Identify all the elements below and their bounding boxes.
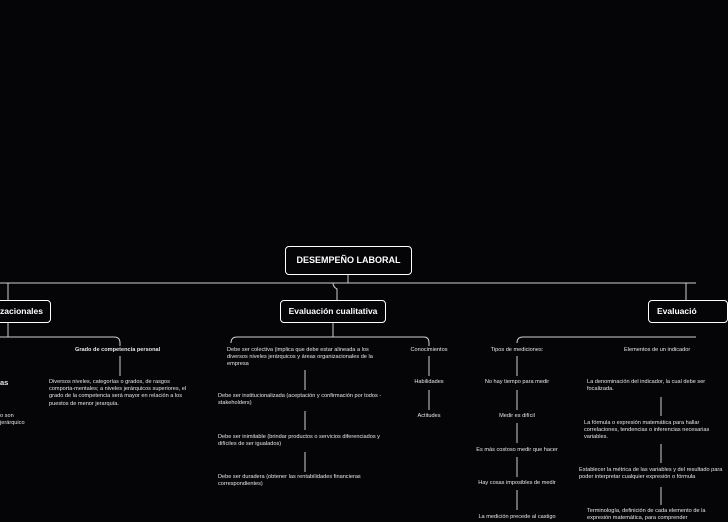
left-partial-heading[interactable]: as [0,378,9,387]
right-children-bus [517,337,696,343]
root-node[interactable]: DESEMPEÑO LABORAL [285,246,412,275]
center-item-institucionalizada[interactable]: Debe ser institucionalizada (aceptación y confirmación por todos - stakeholders) [218,393,382,407]
elementos-item-2[interactable]: La fórmula o expresión matemática para hallar correlaciones, tendencias o inferencias necesarias variables. [584,420,710,441]
center-item-colectiva[interactable]: Debe ser colectiva (implica que debe estar alineada a los diversos niveles jerárquicos y áreas organizacionales de la empresa [227,347,373,368]
grado-competencia-detail[interactable]: Diversos niveles, categorías o grados, de rasgos comporta-mentales; a niveles jerárquicos superiores, el grado de la competencia será mayor en relación a los puestos de menor jerarquía. [49,379,187,407]
center-item-habilidades[interactable]: Habilidades [414,379,444,385]
elementos-indicador-label[interactable]: Elementos de un indicador [624,347,691,353]
elementos-item-4[interactable]: Terminología, definición de cada elemento de la expresión matemática, para comprender [587,508,706,522]
tipos-item-5[interactable]: La medición precede al castigo [478,514,556,520]
left-partial-line-2: jerárquico [0,420,25,426]
center-item-actitudes[interactable]: Actitudes [417,413,441,419]
branch-evaluacion-right[interactable]: Evaluació [648,300,728,323]
center-children-bus [231,337,429,346]
grado-competencia-label[interactable]: Grado de competencia personal [75,347,161,353]
elementos-item-3[interactable]: Establecer la métrica de las variables y del resultado para poder interpretar cualquier expresión o fórmula [579,467,723,481]
left-children-bus [0,337,120,346]
elementos-item-1[interactable]: La denominación del indicador, la cual debe ser focalizada. [587,379,706,393]
tipos-item-4[interactable]: Hay cosas imposibles de medir [478,480,556,486]
center-item-inimitable[interactable]: Debe ser inimitable (brindar productos o servicios diferenciados y difíciles de ser igualados) [218,434,380,448]
center-item-duradera[interactable]: Debe ser duradera (obtener las rentabilidades financieras correspondientes) [218,474,361,488]
branch-evaluacion-organizacionales[interactable] [0,300,51,323]
center-branch-drop [333,283,337,300]
tipos-item-2[interactable]: Medir es difícil [499,413,535,419]
tipos-item-3[interactable]: Es más costoso medir que hacer [476,447,558,453]
tipos-mediciones-label[interactable]: Tipos de mediciones: [490,347,544,353]
left-partial-line-1: o son [0,413,14,419]
center-item-conocimientos[interactable]: Conocimientos [410,347,448,353]
branch-left-label: zacionales [0,306,43,316]
tipos-item-1[interactable]: No hay tiempo para medir [484,379,550,385]
branch-evaluacion-cualitativa[interactable]: Evaluación cualitativa [280,300,386,323]
